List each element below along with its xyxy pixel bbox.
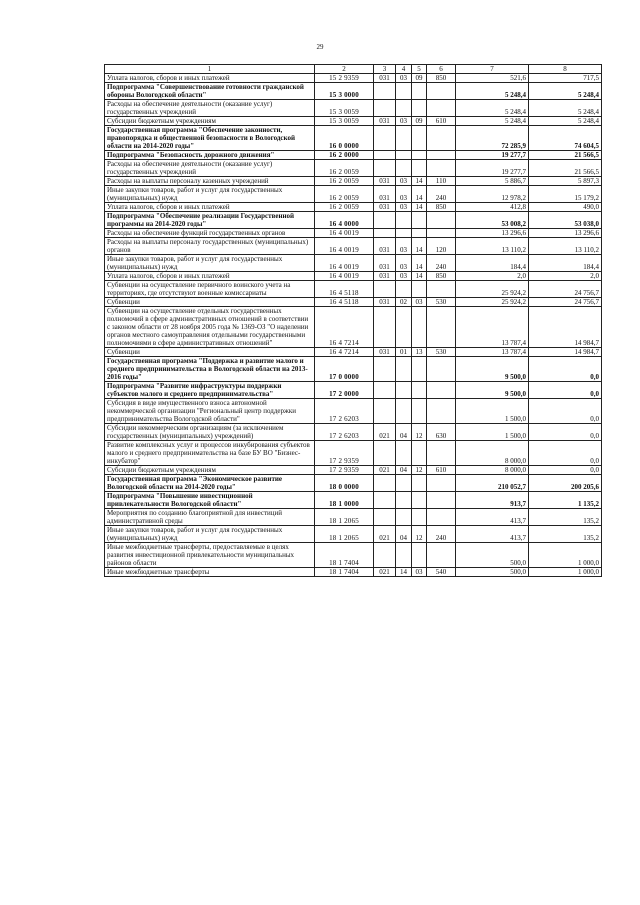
- subsection-cell: 03: [412, 568, 427, 577]
- subsection-cell: 14: [412, 255, 427, 272]
- table-row: [105, 238, 602, 255]
- section-cell: 04: [396, 466, 412, 475]
- expense-type-cell: [427, 543, 456, 568]
- table-row: [105, 212, 602, 229]
- ministry-code-cell: [374, 357, 396, 382]
- amount-year1-cell: 8 000,0: [456, 466, 529, 475]
- row-name-cell: Расходы на обеспечение деятельности (оказание услуг) государственных учреждений: [105, 160, 315, 177]
- ministry-code-cell: 031: [374, 238, 396, 255]
- amount-year2-cell: 5 248,4: [529, 117, 602, 126]
- row-name-cell: Иные закупки товаров, работ и услуг для государственных (муниципальных) нужд: [105, 186, 315, 203]
- expense-type-cell: 540: [427, 568, 456, 577]
- header-cell: 8: [529, 65, 602, 74]
- subsection-cell: 14: [412, 272, 427, 281]
- target-article-cell: 18 1 2065: [315, 509, 374, 526]
- expense-type-cell: 110: [427, 177, 456, 186]
- subsection-cell: 12: [412, 466, 427, 475]
- amount-year1-cell: 13 787,4: [456, 307, 529, 348]
- subsection-cell: [412, 83, 427, 100]
- target-article-cell: 16 4 0019: [315, 238, 374, 255]
- row-name-cell: Государственная программа "Поддержка и развитие малого и среднего предпринимательства в Вологодской области на 2013-2016 годы": [105, 357, 315, 382]
- ministry-code-cell: [374, 475, 396, 492]
- ministry-code-cell: [374, 160, 396, 177]
- ministry-code-cell: 031: [374, 203, 396, 212]
- expense-type-cell: [427, 492, 456, 509]
- amount-year1-cell: 184,4: [456, 255, 529, 272]
- expense-type-cell: [427, 281, 456, 298]
- amount-year1-cell: 9 500,0: [456, 382, 529, 399]
- amount-year2-cell: 5 248,4: [529, 83, 602, 100]
- expense-type-cell: 630: [427, 424, 456, 441]
- expense-type-cell: 240: [427, 526, 456, 543]
- row-name-cell: Подпрограмма "Совершенствование готовности гражданской обороны Вологодской области": [105, 83, 315, 100]
- ministry-code-cell: [374, 126, 396, 151]
- row-name-cell: Расходы на выплаты персоналу государственных (муниципальных) органов: [105, 238, 315, 255]
- row-name-cell: Уплата налогов, сборов и иных платежей: [105, 74, 315, 83]
- row-name-cell: Расходы на обеспечение функций государственных органов: [105, 229, 315, 238]
- amount-year1-cell: 12 978,2: [456, 186, 529, 203]
- row-name-cell: Иные закупки товаров, работ и услуг для государственных (муниципальных) нужд: [105, 526, 315, 543]
- table-row: [105, 160, 602, 177]
- subsection-cell: [412, 399, 427, 424]
- section-cell: 02: [396, 298, 412, 307]
- header-cell: 6: [427, 65, 456, 74]
- amount-year2-cell: 53 038,0: [529, 212, 602, 229]
- ministry-code-cell: [374, 151, 396, 160]
- amount-year1-cell: 5 248,4: [456, 117, 529, 126]
- subsection-cell: 14: [412, 238, 427, 255]
- row-name-cell: Субсидия в виде имущественного взноса автономной некоммерческой организации "Региональный центр поддержки предпринимательства Вологодской области": [105, 399, 315, 424]
- amount-year2-cell: 135,2: [529, 509, 602, 526]
- section-cell: [396, 126, 412, 151]
- ministry-code-cell: [374, 229, 396, 238]
- target-article-cell: 15 3 0000: [315, 83, 374, 100]
- expense-type-cell: [427, 212, 456, 229]
- ministry-code-cell: [374, 281, 396, 298]
- amount-year1-cell: 500,0: [456, 568, 529, 577]
- ministry-code-cell: [374, 492, 396, 509]
- ministry-code-cell: 031: [374, 348, 396, 357]
- expense-type-cell: [427, 100, 456, 117]
- header-cell: 5: [412, 65, 427, 74]
- subsection-cell: [412, 382, 427, 399]
- table-row: [105, 348, 602, 357]
- section-cell: [396, 83, 412, 100]
- amount-year2-cell: 5 897,3: [529, 177, 602, 186]
- subsection-cell: [412, 212, 427, 229]
- amount-year2-cell: 15 179,2: [529, 186, 602, 203]
- table-row: [105, 509, 602, 526]
- section-cell: 14: [396, 568, 412, 577]
- table-row: [105, 177, 602, 186]
- ministry-code-cell: [374, 509, 396, 526]
- table-row: [105, 298, 602, 307]
- target-article-cell: 16 4 5118: [315, 298, 374, 307]
- ministry-code-cell: 021: [374, 466, 396, 475]
- amount-year1-cell: 5 248,4: [456, 83, 529, 100]
- ministry-code-cell: 031: [374, 272, 396, 281]
- amount-year1-cell: 5 886,7: [456, 177, 529, 186]
- amount-year2-cell: 490,0: [529, 203, 602, 212]
- amount-year2-cell: 24 756,7: [529, 281, 602, 298]
- section-cell: [396, 399, 412, 424]
- table-row: [105, 568, 602, 577]
- amount-year2-cell: 2,0: [529, 272, 602, 281]
- section-cell: [396, 100, 412, 117]
- row-name-cell: Иные закупки товаров, работ и услуг для государственных (муниципальных) нужд: [105, 255, 315, 272]
- section-cell: 04: [396, 526, 412, 543]
- row-name-cell: Уплата налогов, сборов и иных платежей: [105, 203, 315, 212]
- row-name-cell: Подпрограмма "Развитие инфраструктуры поддержки субъектов малого и среднего предпринимательства": [105, 382, 315, 399]
- subsection-cell: [412, 441, 427, 466]
- table-row: [105, 543, 602, 568]
- expense-type-cell: [427, 126, 456, 151]
- section-cell: 03: [396, 74, 412, 83]
- amount-year2-cell: 0,0: [529, 466, 602, 475]
- amount-year1-cell: 25 924,2: [456, 298, 529, 307]
- section-cell: 03: [396, 272, 412, 281]
- section-cell: 03: [396, 117, 412, 126]
- section-cell: [396, 229, 412, 238]
- row-name-cell: Подпрограмма "Повышение инвестиционной привлекательности Вологодской области": [105, 492, 315, 509]
- table-row: [105, 83, 602, 100]
- row-name-cell: Расходы на выплаты персоналу казенных учреждений: [105, 177, 315, 186]
- target-article-cell: 16 2 0059: [315, 160, 374, 177]
- amount-year1-cell: 19 277,7: [456, 151, 529, 160]
- amount-year2-cell: 21 566,5: [529, 160, 602, 177]
- amount-year1-cell: 1 500,0: [456, 399, 529, 424]
- section-cell: [396, 492, 412, 509]
- subsection-cell: [412, 160, 427, 177]
- expense-type-cell: [427, 160, 456, 177]
- amount-year2-cell: 74 604,5: [529, 126, 602, 151]
- ministry-code-cell: [374, 543, 396, 568]
- target-article-cell: 18 1 0000: [315, 492, 374, 509]
- subsection-cell: 12: [412, 424, 427, 441]
- target-article-cell: 16 2 0059: [315, 177, 374, 186]
- header-cell: 1: [105, 65, 315, 74]
- target-article-cell: 16 4 0019: [315, 272, 374, 281]
- subsection-cell: [412, 357, 427, 382]
- expense-type-cell: [427, 307, 456, 348]
- table-row: [105, 100, 602, 117]
- amount-year2-cell: 1 000,0: [529, 568, 602, 577]
- ministry-code-cell: [374, 83, 396, 100]
- table-row: [105, 357, 602, 382]
- amount-year2-cell: 1 000,0: [529, 543, 602, 568]
- ministry-code-cell: [374, 382, 396, 399]
- target-article-cell: 17 2 6203: [315, 399, 374, 424]
- ministry-code-cell: 031: [374, 255, 396, 272]
- table-row: [105, 399, 602, 424]
- subsection-cell: 14: [412, 177, 427, 186]
- subsection-cell: [412, 126, 427, 151]
- subsection-cell: 13: [412, 348, 427, 357]
- row-name-cell: Иные межбюджетные трансферты: [105, 568, 315, 577]
- amount-year2-cell: 13 110,2: [529, 238, 602, 255]
- expense-type-cell: 850: [427, 74, 456, 83]
- target-article-cell: 16 2 0059: [315, 203, 374, 212]
- table-row: [105, 281, 602, 298]
- row-name-cell: Уплата налогов, сборов и иных платежей: [105, 272, 315, 281]
- subsection-cell: 09: [412, 74, 427, 83]
- ministry-code-cell: 031: [374, 186, 396, 203]
- row-name-cell: Иные межбюджетные трансферты, предоставляемые в целях развития инвестиционной привлекательности муниципальных районов области: [105, 543, 315, 568]
- amount-year1-cell: 913,7: [456, 492, 529, 509]
- expense-type-cell: [427, 357, 456, 382]
- table-row: [105, 186, 602, 203]
- section-cell: 01: [396, 348, 412, 357]
- ministry-code-cell: 031: [374, 117, 396, 126]
- ministry-code-cell: [374, 399, 396, 424]
- table-row: [105, 475, 602, 492]
- target-article-cell: 15 3 0059: [315, 117, 374, 126]
- section-cell: [396, 509, 412, 526]
- table-row: [105, 126, 602, 151]
- section-cell: [396, 475, 412, 492]
- row-name-cell: Субсидии бюджетным учреждениям: [105, 117, 315, 126]
- expense-type-cell: 530: [427, 348, 456, 357]
- target-article-cell: 16 4 0019: [315, 229, 374, 238]
- target-article-cell: 18 0 0000: [315, 475, 374, 492]
- target-article-cell: 17 2 6203: [315, 424, 374, 441]
- target-article-cell: 16 4 5118: [315, 281, 374, 298]
- subsection-cell: [412, 475, 427, 492]
- amount-year2-cell: 14 984,7: [529, 348, 602, 357]
- expense-type-cell: [427, 475, 456, 492]
- amount-year2-cell: 717,5: [529, 74, 602, 83]
- amount-year2-cell: 0,0: [529, 357, 602, 382]
- subsection-cell: [412, 100, 427, 117]
- section-cell: [396, 543, 412, 568]
- amount-year1-cell: 72 285,9: [456, 126, 529, 151]
- subsection-cell: [412, 307, 427, 348]
- subsection-cell: 09: [412, 117, 427, 126]
- section-cell: [396, 281, 412, 298]
- table-row: [105, 526, 602, 543]
- table-row: [105, 492, 602, 509]
- table-row: [105, 74, 602, 83]
- section-cell: 03: [396, 177, 412, 186]
- header-cell: 7: [456, 65, 529, 74]
- header-cell: 3: [374, 65, 396, 74]
- subsection-cell: [412, 281, 427, 298]
- ministry-code-cell: 021: [374, 424, 396, 441]
- table-row: [105, 117, 602, 126]
- amount-year2-cell: 5 248,4: [529, 100, 602, 117]
- section-cell: [396, 160, 412, 177]
- subsection-cell: 14: [412, 203, 427, 212]
- page-number: 29: [316, 43, 324, 51]
- target-article-cell: 18 1 7404: [315, 568, 374, 577]
- ministry-code-cell: 031: [374, 177, 396, 186]
- subsection-cell: [412, 229, 427, 238]
- expense-type-cell: [427, 382, 456, 399]
- expense-type-cell: [427, 229, 456, 238]
- amount-year1-cell: 521,6: [456, 74, 529, 83]
- table-header-row: [105, 65, 602, 74]
- table-row: [105, 203, 602, 212]
- expense-type-cell: 240: [427, 186, 456, 203]
- expense-type-cell: 530: [427, 298, 456, 307]
- subsection-cell: 03: [412, 298, 427, 307]
- expense-type-cell: 850: [427, 203, 456, 212]
- amount-year2-cell: 21 566,5: [529, 151, 602, 160]
- amount-year1-cell: 1 500,0: [456, 424, 529, 441]
- row-name-cell: Субвенции на осуществление отдельных государственных полномочий в сфере административных отношений в соответствии с законом области от 28 ноября 2005 года № 1369-ОЗ "О наделении органов местного самоуправления отдельными государственными полномочиями в сфере административных отношений": [105, 307, 315, 348]
- amount-year1-cell: 413,7: [456, 509, 529, 526]
- budget-table: [104, 64, 602, 577]
- section-cell: 03: [396, 203, 412, 212]
- amount-year1-cell: 13 110,2: [456, 238, 529, 255]
- section-cell: [396, 441, 412, 466]
- target-article-cell: 15 3 0059: [315, 100, 374, 117]
- amount-year2-cell: 13 296,6: [529, 229, 602, 238]
- section-cell: [396, 382, 412, 399]
- ministry-code-cell: 031: [374, 298, 396, 307]
- subsection-cell: [412, 509, 427, 526]
- target-article-cell: 16 2 0000: [315, 151, 374, 160]
- amount-year1-cell: 13 787,4: [456, 348, 529, 357]
- ministry-code-cell: [374, 100, 396, 117]
- amount-year2-cell: 200 205,6: [529, 475, 602, 492]
- ministry-code-cell: 021: [374, 526, 396, 543]
- amount-year2-cell: 184,4: [529, 255, 602, 272]
- expense-type-cell: [427, 151, 456, 160]
- expense-type-cell: [427, 509, 456, 526]
- target-article-cell: 18 1 7404: [315, 543, 374, 568]
- amount-year2-cell: 14 984,7: [529, 307, 602, 348]
- expense-type-cell: 120: [427, 238, 456, 255]
- amount-year2-cell: 135,2: [529, 526, 602, 543]
- header-cell: 4: [396, 65, 412, 74]
- row-name-cell: Мероприятия по созданию благоприятной для инвестиций административной среды: [105, 509, 315, 526]
- amount-year1-cell: 9 500,0: [456, 357, 529, 382]
- amount-year2-cell: 0,0: [529, 382, 602, 399]
- subsection-cell: [412, 151, 427, 160]
- table-row: [105, 151, 602, 160]
- amount-year1-cell: 13 296,6: [456, 229, 529, 238]
- expense-type-cell: [427, 441, 456, 466]
- amount-year2-cell: 0,0: [529, 424, 602, 441]
- table-row: [105, 272, 602, 281]
- target-article-cell: 17 2 0000: [315, 382, 374, 399]
- expense-type-cell: 610: [427, 466, 456, 475]
- expense-type-cell: [427, 399, 456, 424]
- table-row: [105, 424, 602, 441]
- row-name-cell: Субсидии бюджетным учреждениям: [105, 466, 315, 475]
- amount-year1-cell: 2,0: [456, 272, 529, 281]
- table-row: [105, 307, 602, 348]
- section-cell: 03: [396, 255, 412, 272]
- amount-year1-cell: 19 277,7: [456, 160, 529, 177]
- row-name-cell: Субвенции: [105, 298, 315, 307]
- header-cell: 2: [315, 65, 374, 74]
- amount-year1-cell: 500,0: [456, 543, 529, 568]
- expense-type-cell: [427, 83, 456, 100]
- table-row: [105, 229, 602, 238]
- subsection-cell: 14: [412, 186, 427, 203]
- target-article-cell: 16 0 0000: [315, 126, 374, 151]
- table-row: [105, 255, 602, 272]
- ministry-code-cell: [374, 441, 396, 466]
- target-article-cell: 17 2 9359: [315, 466, 374, 475]
- amount-year2-cell: 0,0: [529, 441, 602, 466]
- ministry-code-cell: 021: [374, 568, 396, 577]
- target-article-cell: 16 4 7214: [315, 307, 374, 348]
- amount-year2-cell: 1 135,2: [529, 492, 602, 509]
- section-cell: [396, 151, 412, 160]
- row-name-cell: Подпрограмма "Обеспечение реализации Государственной программы на 2014-2020 годы": [105, 212, 315, 229]
- table-row: [105, 441, 602, 466]
- target-article-cell: 16 4 0019: [315, 255, 374, 272]
- subsection-cell: [412, 543, 427, 568]
- amount-year1-cell: 210 052,7: [456, 475, 529, 492]
- target-article-cell: 16 4 7214: [315, 348, 374, 357]
- amount-year1-cell: 413,7: [456, 526, 529, 543]
- table-row: [105, 382, 602, 399]
- ministry-code-cell: 031: [374, 74, 396, 83]
- target-article-cell: 18 1 2065: [315, 526, 374, 543]
- target-article-cell: 16 2 0059: [315, 186, 374, 203]
- section-cell: 04: [396, 424, 412, 441]
- ministry-code-cell: [374, 212, 396, 229]
- amount-year1-cell: 412,8: [456, 203, 529, 212]
- subsection-cell: [412, 492, 427, 509]
- amount-year1-cell: 5 248,4: [456, 100, 529, 117]
- target-article-cell: 16 4 0000: [315, 212, 374, 229]
- table-row: [105, 466, 602, 475]
- row-name-cell: Субсидии некоммерческим организациям (за исключением государственных (муниципальных) учреждений): [105, 424, 315, 441]
- row-name-cell: Субвенции на осуществление первичного воинского учета на территориях, где отсутствуют военные комиссариаты: [105, 281, 315, 298]
- amount-year1-cell: 8 000,0: [456, 441, 529, 466]
- expense-type-cell: 610: [427, 117, 456, 126]
- target-article-cell: 17 2 9359: [315, 441, 374, 466]
- section-cell: [396, 307, 412, 348]
- row-name-cell: Расходы на обеспечение деятельности (оказание услуг) государственных учреждений: [105, 100, 315, 117]
- section-cell: 03: [396, 186, 412, 203]
- row-name-cell: Субвенции: [105, 348, 315, 357]
- subsection-cell: 12: [412, 526, 427, 543]
- section-cell: [396, 212, 412, 229]
- target-article-cell: 17 0 0000: [315, 357, 374, 382]
- row-name-cell: Подпрограмма "Безопасность дорожного движения": [105, 151, 315, 160]
- amount-year1-cell: 25 924,2: [456, 281, 529, 298]
- row-name-cell: Развитие комплексных услуг и процессов инкубирования субъектов малого и среднего предпринимательства на базе БУ ВО "Бизнес-инкубатор": [105, 441, 315, 466]
- amount-year2-cell: 0,0: [529, 399, 602, 424]
- expense-type-cell: 240: [427, 255, 456, 272]
- row-name-cell: Государственная программа "Обеспечение законности, правопорядка и общественной безопасности в Вологодской области на 2014-2020 годы": [105, 126, 315, 151]
- ministry-code-cell: [374, 307, 396, 348]
- section-cell: [396, 357, 412, 382]
- section-cell: 03: [396, 238, 412, 255]
- row-name-cell: Государственная программа "Экономическое развитие Вологодской области на 2014-2020 годы": [105, 475, 315, 492]
- target-article-cell: 15 2 9359: [315, 74, 374, 83]
- amount-year2-cell: 24 756,7: [529, 298, 602, 307]
- amount-year1-cell: 53 008,2: [456, 212, 529, 229]
- expense-type-cell: 850: [427, 272, 456, 281]
